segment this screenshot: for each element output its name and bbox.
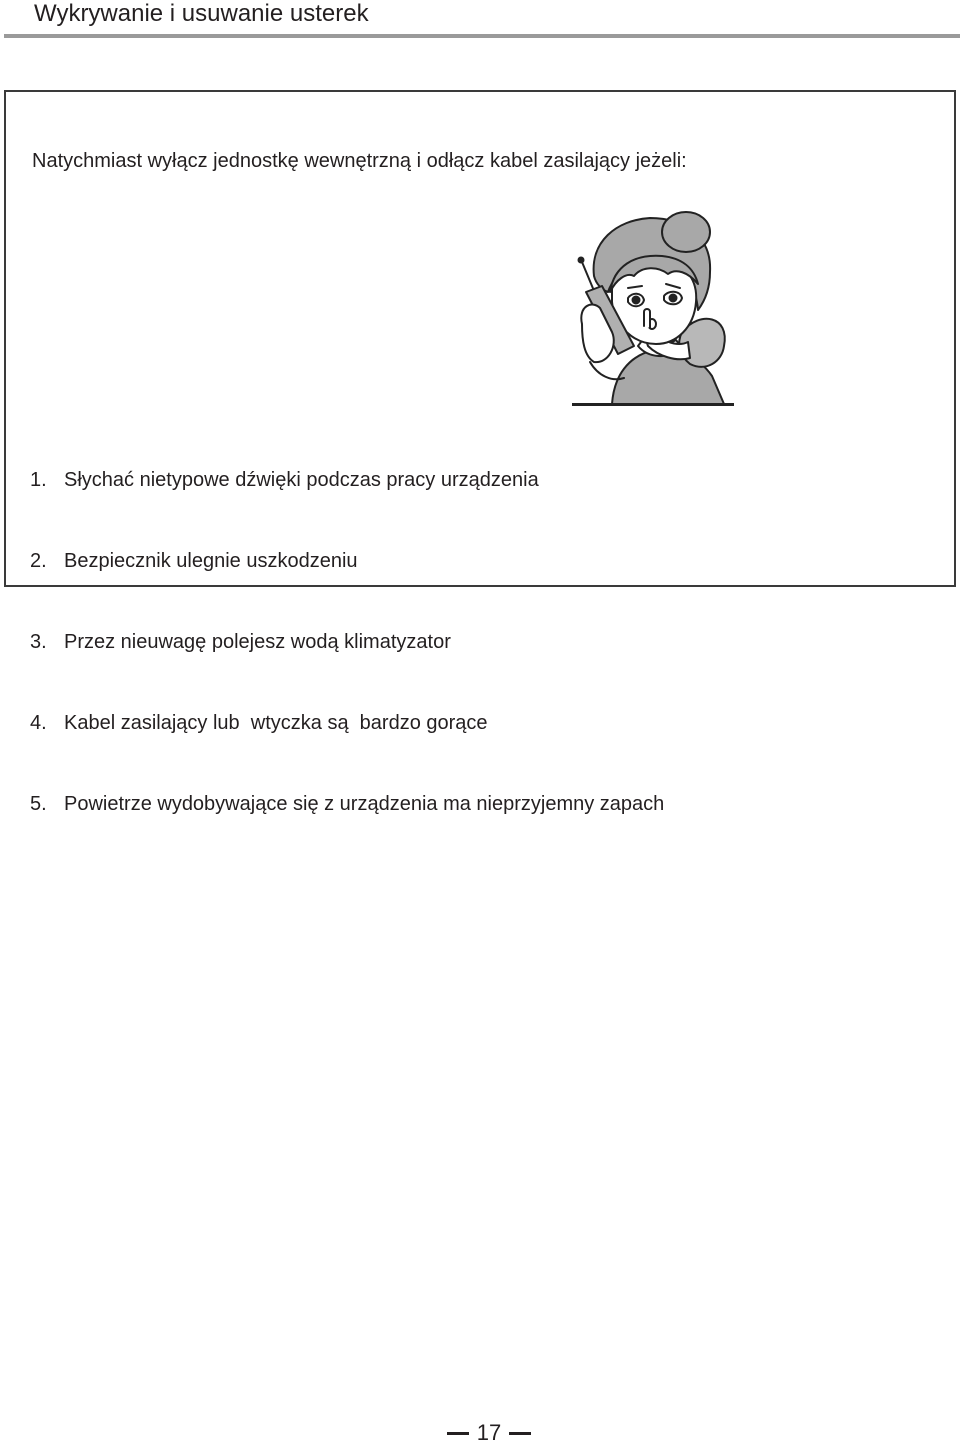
list-item — [30, 548, 664, 575]
item-text: Bezpiecznik ulegnie uszkodzeniu — [64, 550, 358, 572]
list-item — [30, 791, 664, 818]
item-number: 2. — [30, 550, 47, 572]
item-text: Słychać nietypowe dźwięki podczas pracy urządzenia — [64, 469, 539, 491]
symptom-list — [30, 413, 664, 872]
list-item — [30, 467, 664, 494]
item-number: 3. — [30, 631, 47, 653]
notice-box — [4, 90, 956, 815]
page-title: Wykrywanie i usuwanie usterek — [34, 0, 369, 27]
dash-left — [447, 1432, 469, 1435]
item-text: Przez nieuwagę polejesz wodą klimatyzator — [64, 631, 451, 653]
item-number: 1. — [30, 469, 47, 491]
item-text: Powietrze wydobywające się z urządzenia ma nieprzyjemny zapach — [64, 793, 665, 815]
list-item — [30, 710, 664, 737]
list-item — [30, 629, 664, 656]
dash-right — [509, 1432, 531, 1435]
page-number — [447, 1418, 531, 1448]
item-number: 5. — [30, 793, 47, 815]
notice-intro: Natychmiast wyłącz jednostkę wewnętrzną i odłącz kabel zasilający jeżeli: — [32, 150, 687, 172]
header-rule — [4, 34, 960, 38]
item-text: Kabel zasilający lub wtyczka są bardzo gorące — [64, 712, 488, 734]
woman-on-phone-icon — [572, 206, 734, 406]
item-number: 4. — [30, 712, 47, 734]
page-number-text: 17 — [476, 1420, 502, 1445]
